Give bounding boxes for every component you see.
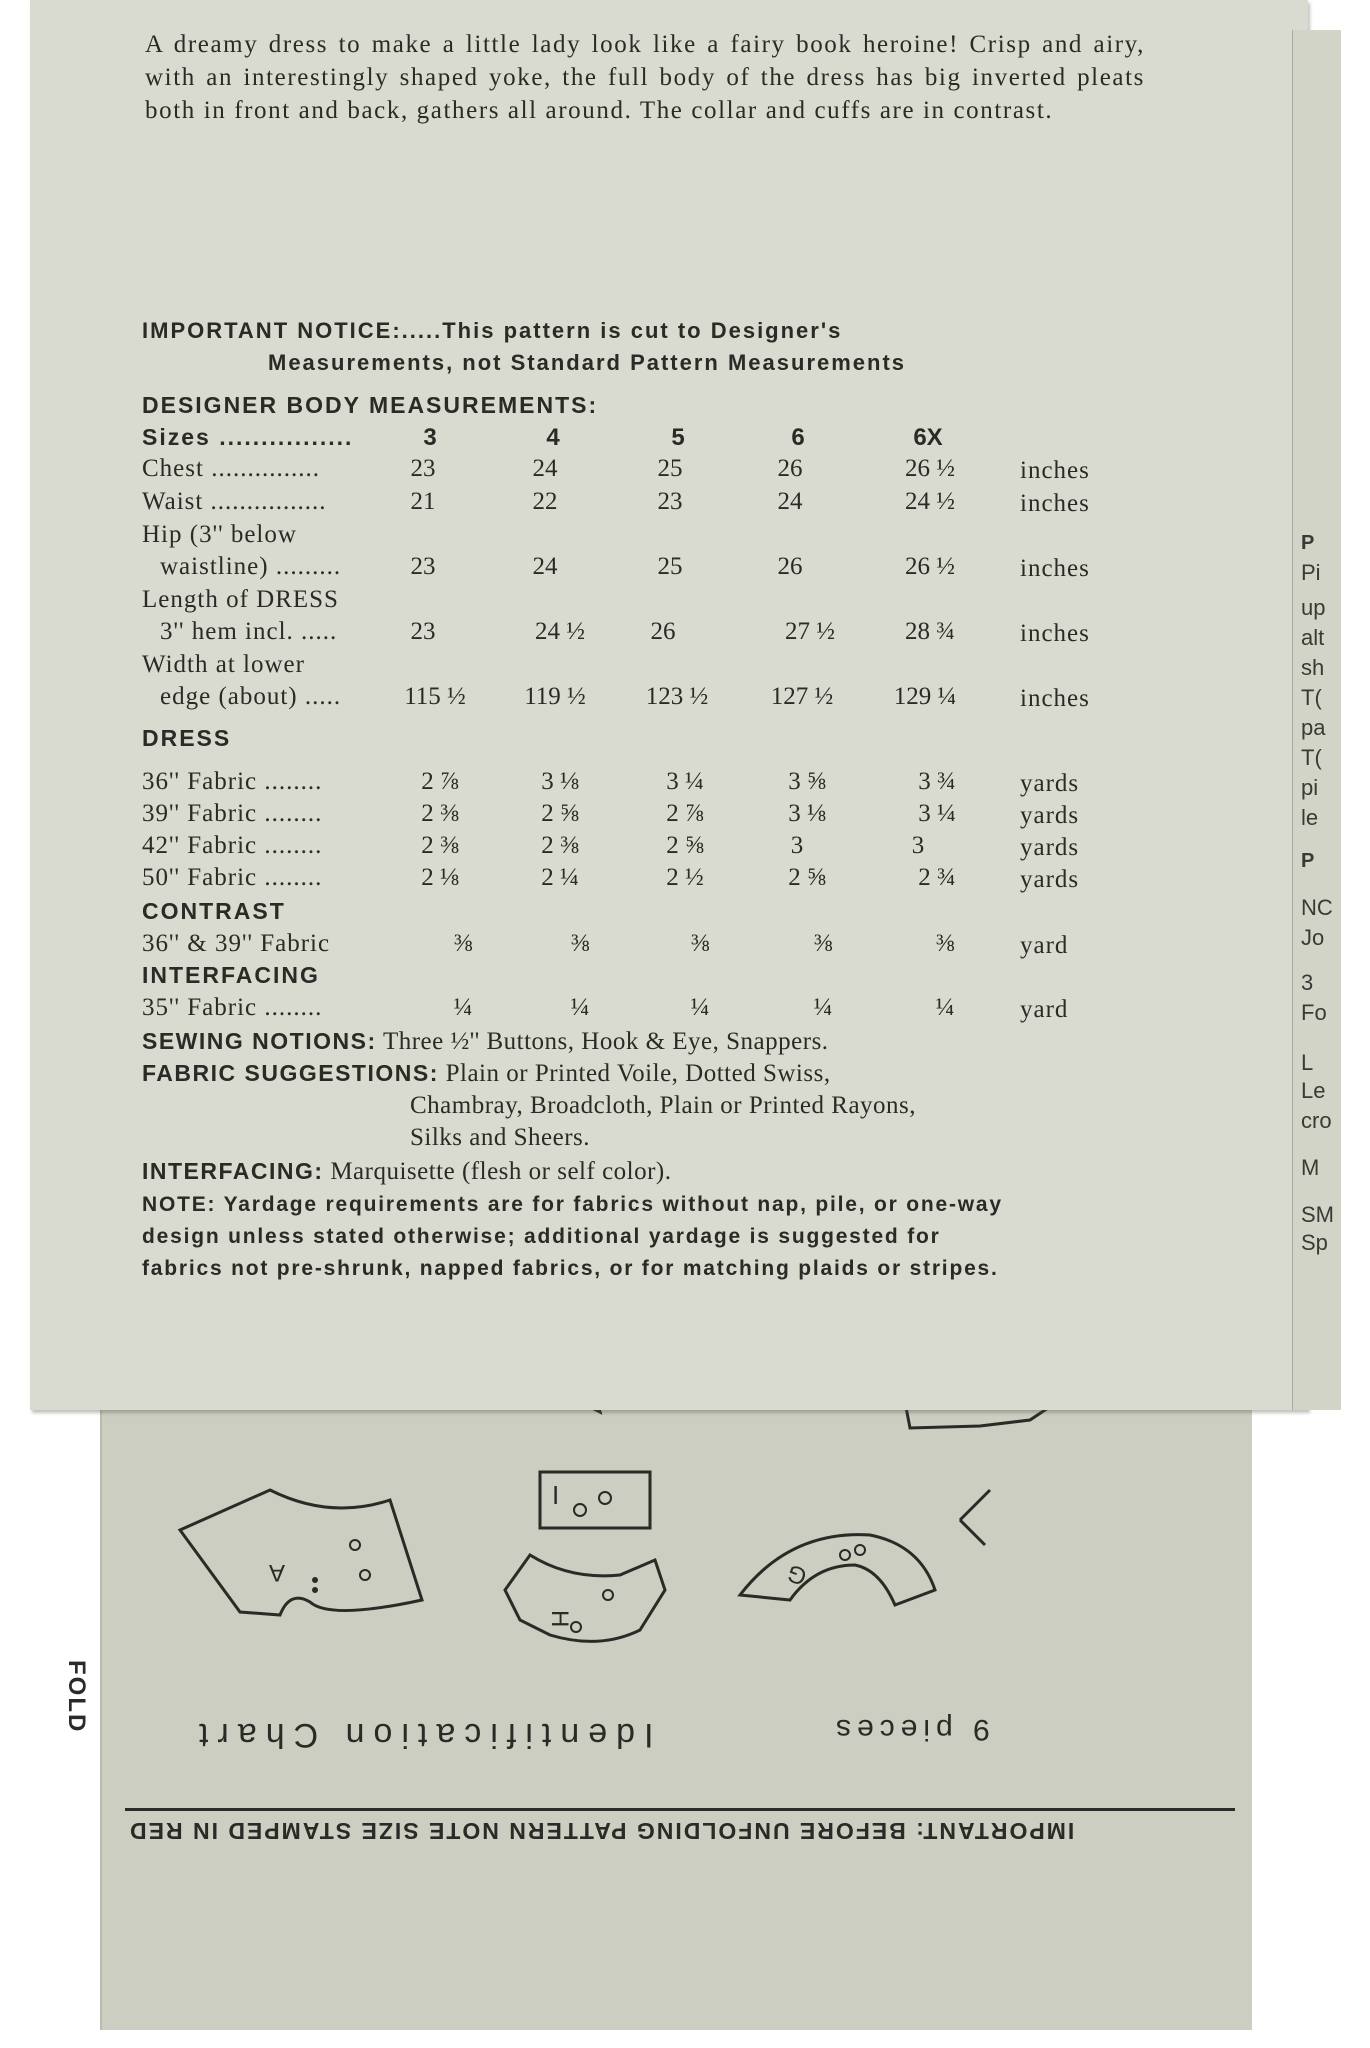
interfacing-unit: yard <box>1020 996 1069 1023</box>
dress-yardage: 3 ¼ <box>918 800 956 827</box>
dress-fabric-label: 36'' Fabric ........ <box>142 768 323 795</box>
dress-yardage: 3 ⅝ <box>788 768 826 795</box>
contrast-yardage: ⅜ <box>935 930 955 957</box>
chart-title: Identification Chart <box>190 1716 654 1754</box>
dress-yardage: 2 ⅝ <box>788 864 826 891</box>
hip-value: 25 <box>657 553 683 580</box>
dress-yardage: 2 ⅜ <box>421 800 459 827</box>
size-6: 6 <box>791 424 805 451</box>
interfacing-yardage: ¼ <box>813 994 833 1021</box>
chest-unit: inches <box>1020 457 1090 484</box>
length-value: 26 <box>650 618 676 645</box>
note-line-1 <box>142 1193 1003 1217</box>
flap-fragment: up <box>1301 595 1326 620</box>
length-value: 27 ½ <box>785 618 835 645</box>
dress-fabric-label: 50'' Fabric ........ <box>142 864 323 891</box>
width-unit: inches <box>1020 685 1090 712</box>
intro-description: A dreamy dress to make a little lady look like a fairy book heroine! Crisp and airy, with an interestingly shaped yoke, the full body of the dress has big inverted pleats both in front and back, gathers all around. The collar and cuffs are in contrast. <box>145 31 1145 124</box>
note-line-3: fabrics not pre-shrunk, napped fabrics, or for matching plaids or stripes. <box>142 1257 999 1280</box>
flap-fragment: cro <box>1301 1108 1332 1133</box>
piece-i-letter: I <box>552 1480 560 1510</box>
hip-label-2: waistline) ......... <box>160 553 342 580</box>
chest-value: 24 <box>532 455 558 482</box>
divider-rule <box>125 1808 1235 1811</box>
size-5: 5 <box>671 424 685 451</box>
hip-unit: inches <box>1020 555 1090 582</box>
interfacing-yardage: ¼ <box>453 994 473 1021</box>
hip-value: 24 <box>532 553 558 580</box>
dress-yardage: 2 ⅞ <box>421 768 459 795</box>
sewing-notions-label: SEWING NOTIONS: <box>142 1028 377 1054</box>
size-4: 4 <box>546 424 560 451</box>
interfacing-yardage: ¼ <box>690 994 710 1021</box>
dress-yardage: 2 ⅜ <box>421 832 459 859</box>
length-label: Length of DRESS <box>142 586 339 613</box>
waist-label: Waist ................ <box>142 488 327 515</box>
fabric-suggestions-line-2: Chambray, Broadcloth, Plain or Printed Rayons, <box>410 1092 917 1119</box>
piece-a-letter: A <box>268 1559 285 1586</box>
hip-value: 26 ½ <box>905 553 955 580</box>
width-value: 119 ½ <box>524 683 586 710</box>
dress-yardage: 2 ⅝ <box>541 800 579 827</box>
dress-yardage: 3 ⅛ <box>788 800 826 827</box>
waist-value: 24 <box>777 488 803 515</box>
piece-a-outline <box>180 1490 422 1615</box>
piece-h-outline <box>505 1555 665 1641</box>
contrast-fabric-label: 36'' & 39'' Fabric <box>142 930 331 957</box>
flap-fragment: T( <box>1301 745 1322 770</box>
dress-heading: DRESS <box>142 725 232 751</box>
waist-value: 22 <box>532 488 558 515</box>
waist-value: 23 <box>657 488 683 515</box>
dress-unit: yards <box>1020 866 1080 893</box>
length-value: 24 ½ <box>535 618 585 645</box>
width-label: Width at lower <box>142 651 305 678</box>
interfacing-note-label: INTERFACING: <box>142 1158 324 1184</box>
flap-fragment: M <box>1301 1155 1320 1180</box>
flap-fragment: SM <box>1301 1202 1334 1227</box>
contrast-yardage: ⅜ <box>813 930 833 957</box>
contrast-unit: yard <box>1020 932 1069 959</box>
hip-value: 26 <box>777 553 803 580</box>
width-value: 129 ¼ <box>893 683 957 710</box>
fabric-suggestions-label: FABRIC SUGGESTIONS: <box>142 1060 439 1086</box>
pattern-pieces-diagram <box>100 1380 1250 1860</box>
chest-label: Chest ............... <box>142 455 320 482</box>
flap-fragment: sh <box>1301 655 1325 680</box>
width-value: 115 ½ <box>404 683 466 710</box>
waist-value: 21 <box>410 488 436 515</box>
flap-fragment: alt <box>1301 625 1325 650</box>
note-label: NOTE: <box>142 1193 217 1216</box>
piece-g-letter: G <box>783 1558 811 1591</box>
flap-fragment: Pi <box>1301 560 1321 585</box>
chest-value: 25 <box>657 455 683 482</box>
size-6x: 6X <box>913 424 943 451</box>
waist-unit: inches <box>1020 490 1090 517</box>
fabric-suggestions <box>142 1060 831 1088</box>
flap-fragment: T( <box>1301 685 1322 710</box>
interfacing-fabric-label: 35'' Fabric ........ <box>142 994 323 1021</box>
dress-yardage: 2 ½ <box>666 864 704 891</box>
width-label-2: edge (about) ..... <box>160 683 342 710</box>
dress-yardage: 2 ¼ <box>541 864 579 891</box>
length-unit: inches <box>1020 620 1090 647</box>
fabric-suggestions-line-1: Plain or Printed Voile, Dotted Swiss, <box>445 1060 831 1087</box>
sizes-label: Sizes ................ <box>142 424 354 450</box>
note-text-1: Yardage requirements are for fabrics without nap, pile, or one-way <box>223 1193 1003 1216</box>
dress-unit: yards <box>1020 802 1080 829</box>
sewing-notions-text: Three ½'' Buttons, Hook & Eye, Snappers. <box>382 1028 829 1055</box>
sewing-notions <box>142 1028 829 1056</box>
dress-yardage: 3 ¼ <box>666 768 704 795</box>
interfacing-yardage: ¼ <box>570 994 590 1021</box>
piece-g-outline <box>740 1535 935 1605</box>
contrast-yardage: ⅜ <box>453 930 473 957</box>
dress-unit: yards <box>1020 770 1080 797</box>
width-value: 127 ½ <box>770 683 834 710</box>
flap-fragment: NC <box>1301 895 1333 920</box>
flap-fragment: 3 <box>1301 970 1314 995</box>
dress-yardage: 2 ¾ <box>918 864 956 891</box>
flap-fragment: pi <box>1301 775 1319 800</box>
dress-yardage: 3 <box>790 832 804 859</box>
fabric-suggestions-line-3: Silks and Sheers. <box>410 1124 591 1151</box>
note-line-2: design unless stated otherwise; additional yardage is suggested for <box>142 1225 941 1248</box>
folded-flap <box>1292 30 1341 1410</box>
hip-value: 23 <box>410 553 436 580</box>
size-3: 3 <box>423 424 437 451</box>
flap-fragment: L <box>1301 1050 1314 1075</box>
dress-yardage: 2 ⅞ <box>666 800 704 827</box>
chest-value: 26 ½ <box>905 455 955 482</box>
measurements-heading: DESIGNER BODY MEASUREMENTS: <box>142 392 599 418</box>
fold-label: FOLD <box>63 1660 90 1734</box>
dress-yardage: 2 ⅜ <box>541 832 579 859</box>
flap-fragment: Jo <box>1301 925 1325 950</box>
length-label-2: 3'' hem incl. ..... <box>160 618 338 645</box>
interfacing-note <box>142 1158 672 1186</box>
flap-fragment: le <box>1301 805 1319 830</box>
important-warning: IMPORTANT: BEFORE UNFOLDING PATTERN NOTE SIZE STAMPED IN RED <box>128 1818 1075 1844</box>
dress-yardage: 3 <box>911 832 925 859</box>
flap-fragment: Fo <box>1301 1000 1327 1025</box>
hip-label: Hip (3'' below <box>142 521 297 548</box>
dress-fabric-label: 42'' Fabric ........ <box>142 832 323 859</box>
length-value: 23 <box>410 618 436 645</box>
piece-h-letter: H <box>546 1610 573 1628</box>
chest-value: 23 <box>410 455 436 482</box>
dress-unit: yards <box>1020 834 1080 861</box>
length-value: 28 ¾ <box>905 618 955 645</box>
dress-fabric-label: 39'' Fabric ........ <box>142 800 323 827</box>
notice-line-2: Measurements, not Standard Pattern Measurements <box>268 350 907 375</box>
flap-fragment: pa <box>1301 715 1326 740</box>
pieces-count: 9 pieces <box>830 1713 990 1746</box>
flap-fragment: Le <box>1301 1078 1326 1103</box>
contrast-heading: CONTRAST <box>142 898 286 924</box>
waist-value: 24 ½ <box>905 488 955 515</box>
flap-fragment: P <box>1301 850 1315 872</box>
dress-yardage: 3 ⅛ <box>541 768 579 795</box>
interfacing-note-text: Marquisette (flesh or self color). <box>330 1158 672 1185</box>
interfacing-heading: INTERFACING <box>142 962 320 988</box>
partial-piece-right <box>960 1490 990 1545</box>
notice-line-1: IMPORTANT NOTICE:.....This pattern is cut to Designer's <box>142 318 843 343</box>
contrast-yardage: ⅜ <box>570 930 590 957</box>
width-value: 123 ½ <box>645 683 709 710</box>
chest-value: 26 <box>777 455 803 482</box>
dress-yardage: 2 ⅝ <box>666 832 704 859</box>
dress-yardage: 2 ⅛ <box>421 864 459 891</box>
contrast-yardage: ⅜ <box>690 930 710 957</box>
dress-yardage: 3 ¾ <box>918 768 956 795</box>
flap-fragment: P <box>1301 532 1315 554</box>
flap-fragment: Sp <box>1301 1230 1328 1255</box>
interfacing-yardage: ¼ <box>935 994 955 1021</box>
